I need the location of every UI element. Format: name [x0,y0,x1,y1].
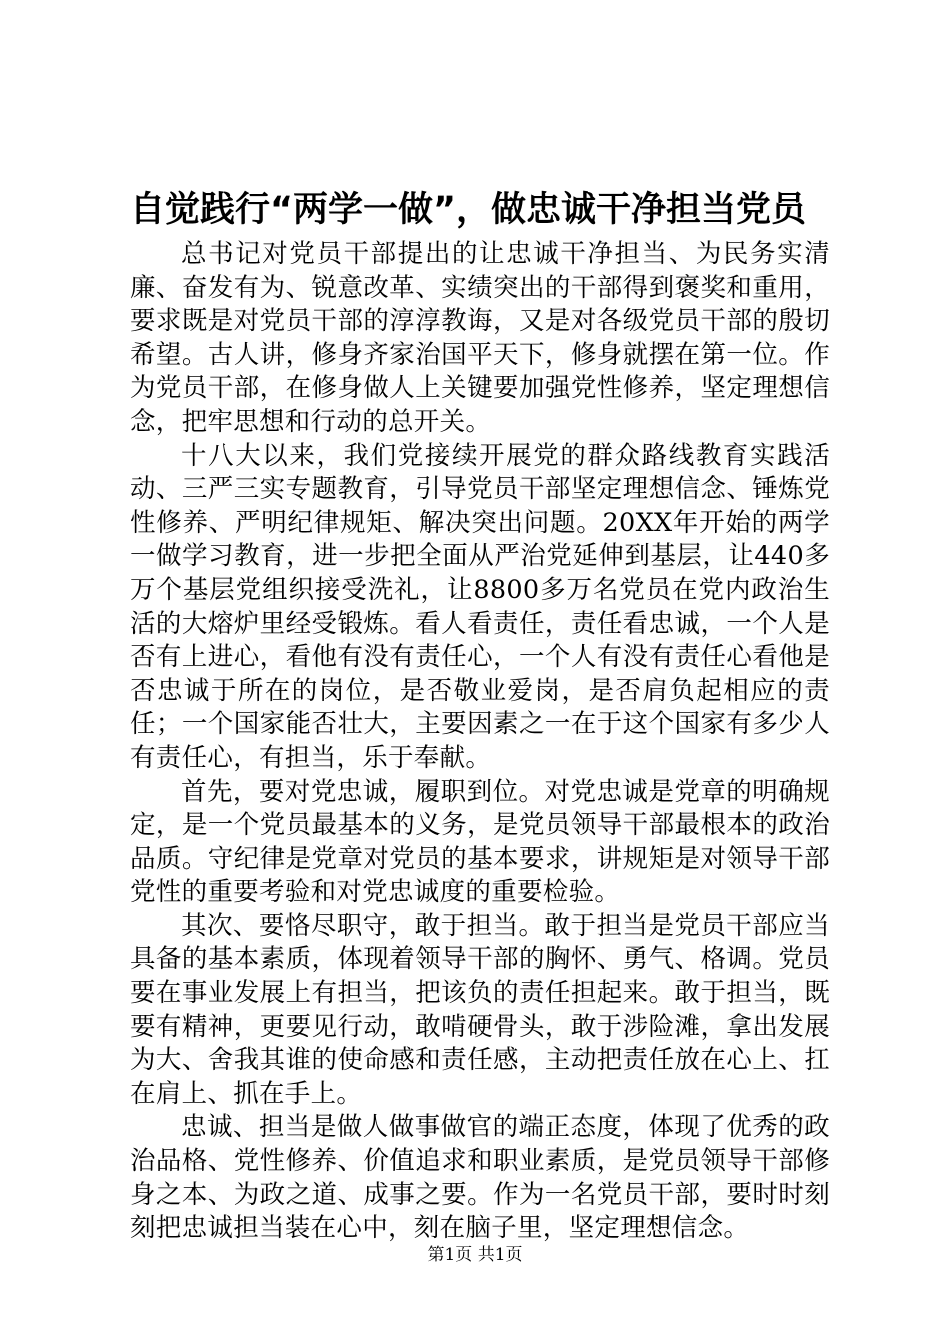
paragraph: 十八大以来，我们党接续开展党的群众路线教育实践活动、三严三实专题教育，引导党员干部坚定理想信念、锤炼党性修养、严明纪律规矩、解决突出问题。20XX年开始的两学一做学习教育，进一步把全面从严治党延伸到基层，让440多万个基层党组织接受洗礼，让8800多万名党员在党内政治生活的大熔炉里经受锻炼。看人看责任，责任看忠诚，一个人是否有上进心，看他有没有责任心，一个人有没有责任心看他是否忠诚于所在的岗位，是否敬业爱岗，是否肩负起相应的责任；一个国家能否壮大，主要因素之一在于这个国家有多少人有责任心，有担当，乐于奉献。 [130,440,830,773]
document-title: 自觉践行“两学一做”，做忠诚干净担当党员 [130,190,807,230]
paragraph: 其次、要恪尽职守，敢于担当。敢于担当是党员干部应当具备的基本素质，体现着领导干部的胸怀、勇气、格调。党员要在事业发展上有担当，把该负的责任担起来。敢于担当，既要有精神，更要见行动，敢啃硬骨头，敢于涉险滩，拿出发展为大、舍我其谁的使命感和责任感，主动把责任放在心上、扛在肩上、抓在手上。 [130,910,830,1109]
paragraph: 忠诚、担当是做人做事做官的端正态度，体现了优秀的政治品格、党性修养、价值追求和职业素质，是党员领导干部修身之本、为政之道、成事之要。作为一名党员干部，要时时刻刻把忠诚担当装在心中，刻在脑子里，坚定理想信念。 [130,1112,830,1244]
page-footer: 第1页 共1页 [427,1245,523,1265]
paragraph: 总书记对党员干部提出的让忠诚干净担当、为民务实清廉、奋发有为、锐意改革、实绩突出的干部得到褒奖和重用，要求既是对党员干部的淳淳教诲，又是对各级党员干部的殷切希望。古人讲，修身齐家治国平天下，修身就摆在第一位。作为党员干部，在修身做人上关键要加强党性修养，坚定理想信念，把牢思想和行动的总开关。 [130,239,830,437]
document-body [130,238,830,1246]
paragraph: 首先，要对党忠诚，履职到位。对党忠诚是党章的明确规定，是一个党员最基本的义务，是党员领导干部最根本的政治品质。守纪律是党章对党员的基本要求，讲规矩是对领导干部党性的重要考验和对党忠诚度的重要检验。 [130,776,830,908]
